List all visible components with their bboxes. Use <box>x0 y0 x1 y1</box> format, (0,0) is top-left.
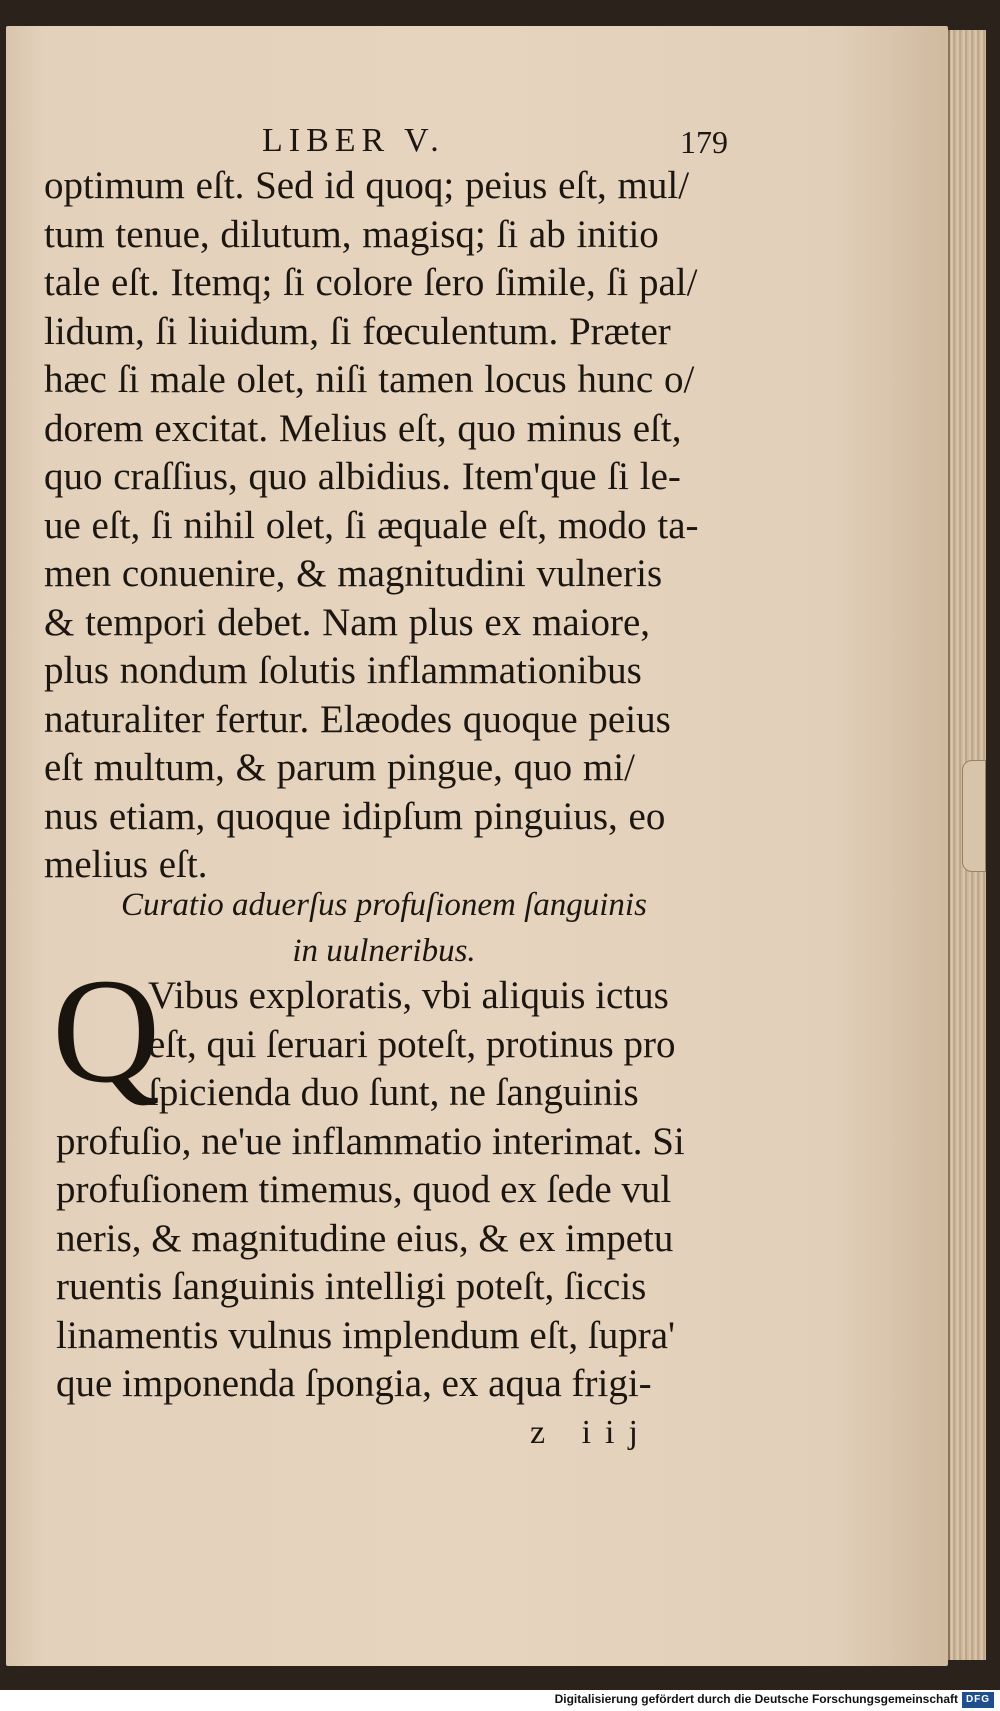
page-tab <box>962 760 986 872</box>
text-line: lidum, ſi liuidum, ſi fœculentum. Præter <box>44 309 671 353</box>
text-line: ſpicienda duo ſunt, ne ſanguinis <box>148 1071 639 1114</box>
text-line: hæc ſi male olet, niſi tamen locus hunc o/ <box>44 358 695 401</box>
body-text <box>44 162 744 890</box>
text-line: ruentis ſanguinis intelligi poteſt, ſiccis <box>56 1265 647 1308</box>
text-line: eſt, qui ſeruari poteſt, protinus pro <box>148 1022 676 1066</box>
text-line: men conuenire, & magnitudini vulneris <box>44 552 663 595</box>
drop-cap-initial: Q <box>52 948 161 1114</box>
text-line: & tempori debet. Nam plus ex maiore, <box>44 600 651 644</box>
text-line: melius eſt. <box>44 843 208 886</box>
dfg-logo-icon: DFG <box>962 1692 994 1708</box>
text-line: neris, & magnitudine eius, & ex impetu <box>56 1216 674 1260</box>
text-line: eſt multum, & parum pingue, quo mi/ <box>44 746 635 789</box>
running-head <box>44 122 728 162</box>
text-line: que imponenda ſpongia, ex aqua frigi- <box>56 1362 652 1405</box>
signature-mark: z iij <box>530 1414 652 1451</box>
text-line: plus nondum ſolutis inflammationibus <box>44 649 642 692</box>
footer-bar <box>0 1690 1000 1711</box>
heading-line: in uulneribus. <box>292 933 476 969</box>
text-line: Vibus exploratis, vbi aliquis ictus <box>148 974 669 1017</box>
text-line: linamentis vulnus implendum eſt, ſupra' <box>56 1313 676 1357</box>
funding-notice: Digitalisierung gefördert durch die Deutsche Forschungsgemeinschaft <box>554 1692 958 1706</box>
text-line: profuſionem timemus, quod ex ſede vul <box>56 1168 672 1211</box>
text-line: optimum eſt. Sed id quoq; peius eſt, mul/ <box>44 164 690 207</box>
text-line: tale eſt. Itemq; ſi colore ſero ſimile, ſi pal/ <box>44 261 698 304</box>
text-line: dorem excitat. Melius eſt, quo minus eſt, <box>44 406 682 450</box>
text-line: ue eſt, ſi nihil olet, ſi æquale eſt, modo ta- <box>44 503 699 547</box>
text-line: quo craſſius, quo albidius. Item'que ſi le- <box>44 455 681 498</box>
text-line: naturaliter fertur. Elæodes quoque peius <box>44 697 671 741</box>
text-line: nus etiam, quoque idipſum pinguius, eo <box>44 794 666 838</box>
text-line: profuſio, ne'ue inflammatio interimat. Si <box>56 1119 685 1163</box>
heading-line: Curatio aduerſus profuſionem ſanguinis <box>121 887 647 923</box>
page-number: 179 <box>680 124 728 160</box>
text-line: tum tenue, dilutum, magisq; ſi ab initio <box>44 212 659 256</box>
running-head-title: LIBER V. <box>262 122 445 159</box>
